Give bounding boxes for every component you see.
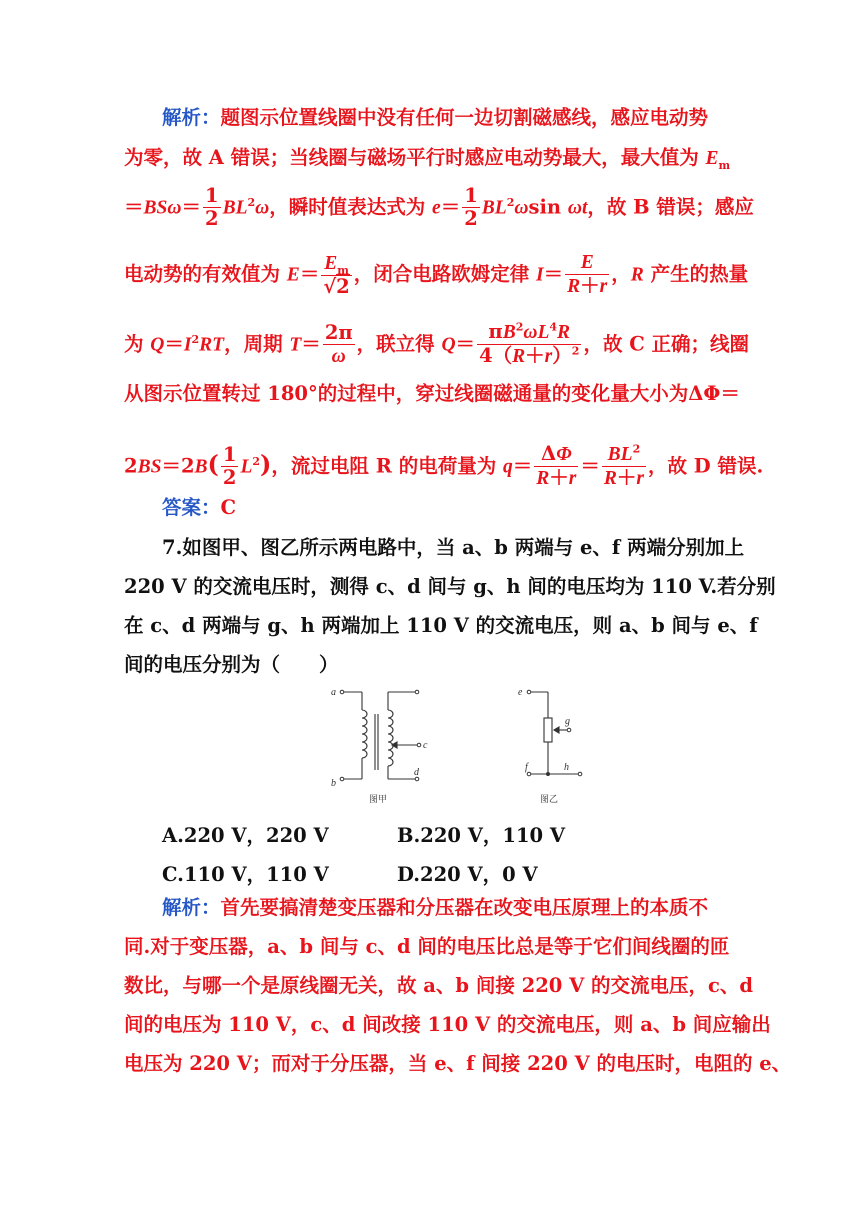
question-line3: 在 c、d 两端与 g、h 两端加上 110 V 的交流电压，则 a、b 间与 e、f [124,614,758,637]
analysis-label: 解析： [162,106,221,129]
analysis-label-2: 解析： [162,896,221,919]
analysis1-line6: 从图示位置转过 180°的过程中，穿过线圈磁通量的变化量大小为ΔΦ＝ [124,382,740,405]
label-d: d [414,767,419,778]
caption-right: 图乙 [540,795,559,805]
option-d[interactable]: D.220 V，0 V [397,863,538,886]
option-b[interactable]: B.220 V，110 V [397,824,566,847]
circuit-figure [322,684,584,806]
analysis2-line2: 同.对于变压器，a、b 间与 c、d 间的电压比总是等于它们间线圈的匝 [124,935,730,958]
analysis1-line5: 为 $Q=I^2RT$，周期 T＝ $\frac{2\pi}{\omega}$ ，联立得 Q＝ $\frac{\pi B^2\omega L^4R}{4(R+r)^2}$ ，故 C 正确；线圈 [124,320,750,368]
label-f: f [525,762,528,773]
question-line1: 7.如图甲、图乙所示两电路中，当 a、b 两端与 e、f 两端分别加上 [162,536,745,559]
transformer-diagram [342,692,419,779]
resistor [544,718,552,742]
analysis2-line3: 数比，与哪一个是原线圈无关，故 a、b 间接 220 V 的交流电压，c、d [124,974,754,997]
option-c[interactable]: C.110 V，110 V [162,863,329,886]
divider-diagram [529,692,580,774]
analysis1-line4: 电动势的有效值为 E＝ $\frac{E_m}{√2}$ ，闭合电路欧姆定律 I＝ $\frac{E}{R+r}$ ，R 产生的热量 [124,252,749,298]
option-a[interactable]: A.220 V，220 V [162,824,329,847]
caption-left: 图甲 [369,795,388,805]
answer-line [162,498,778,518]
analysis2-line1: 解析：首先要搞清楚变压器和分压器在改变电压原理上的本质不 [162,896,709,919]
analysis2-line4: 间的电压为 110 V，c、d 间改接 110 V 的交流电压，则 a、b 间应输出 [124,1013,771,1036]
analysis1-line7: 2BS＝2B( $\frac{1}{2}$ $L^2$)，流过电阻 R 的电荷量为 q＝ $\frac{\Delta\Phi}{R+r}$ ＝ $\frac{BL^2}{R+r}$ ，故 D 错误. [124,442,764,490]
label-e: e [518,687,523,698]
analysis2-line5: 电压为 220 V；而对于分压器，当 e、f 间接 220 V 的电压时，电阻的 e、 [124,1052,792,1075]
label-a: a [331,687,336,698]
secondary-coil [388,710,393,766]
primary-coil [362,710,367,758]
label-c: c [423,740,428,751]
answer-value: C [220,496,237,519]
question-line2: 220 V 的交流电压时，测得 c、d 间与 g、h 间的电压均为 110 V.若分别 [124,575,776,598]
label-g: g [565,716,570,727]
analysis1-line2: 为零，故 A 错误；当线圈与磁场平行时感应电动势最大，最大值为 $E_m$ [124,146,731,172]
question-line4: 间的电压分别为（ ） [124,653,339,676]
analysis1-line1: 解析：题图示位置线圈中没有任何一边切割磁感线，感应电动势 [162,106,709,129]
label-h: h [564,762,569,773]
analysis1-line3: ＝BSω＝ $\frac{1}{2}$ $BL^2\omega$，瞬时值表达式为 e＝ $\frac{1}{2}$ $BL^2\omega\sin$ ωt，故 B 错误；感应 [124,184,754,231]
answer-label: 答案： [162,496,221,519]
label-b: b [331,778,336,789]
